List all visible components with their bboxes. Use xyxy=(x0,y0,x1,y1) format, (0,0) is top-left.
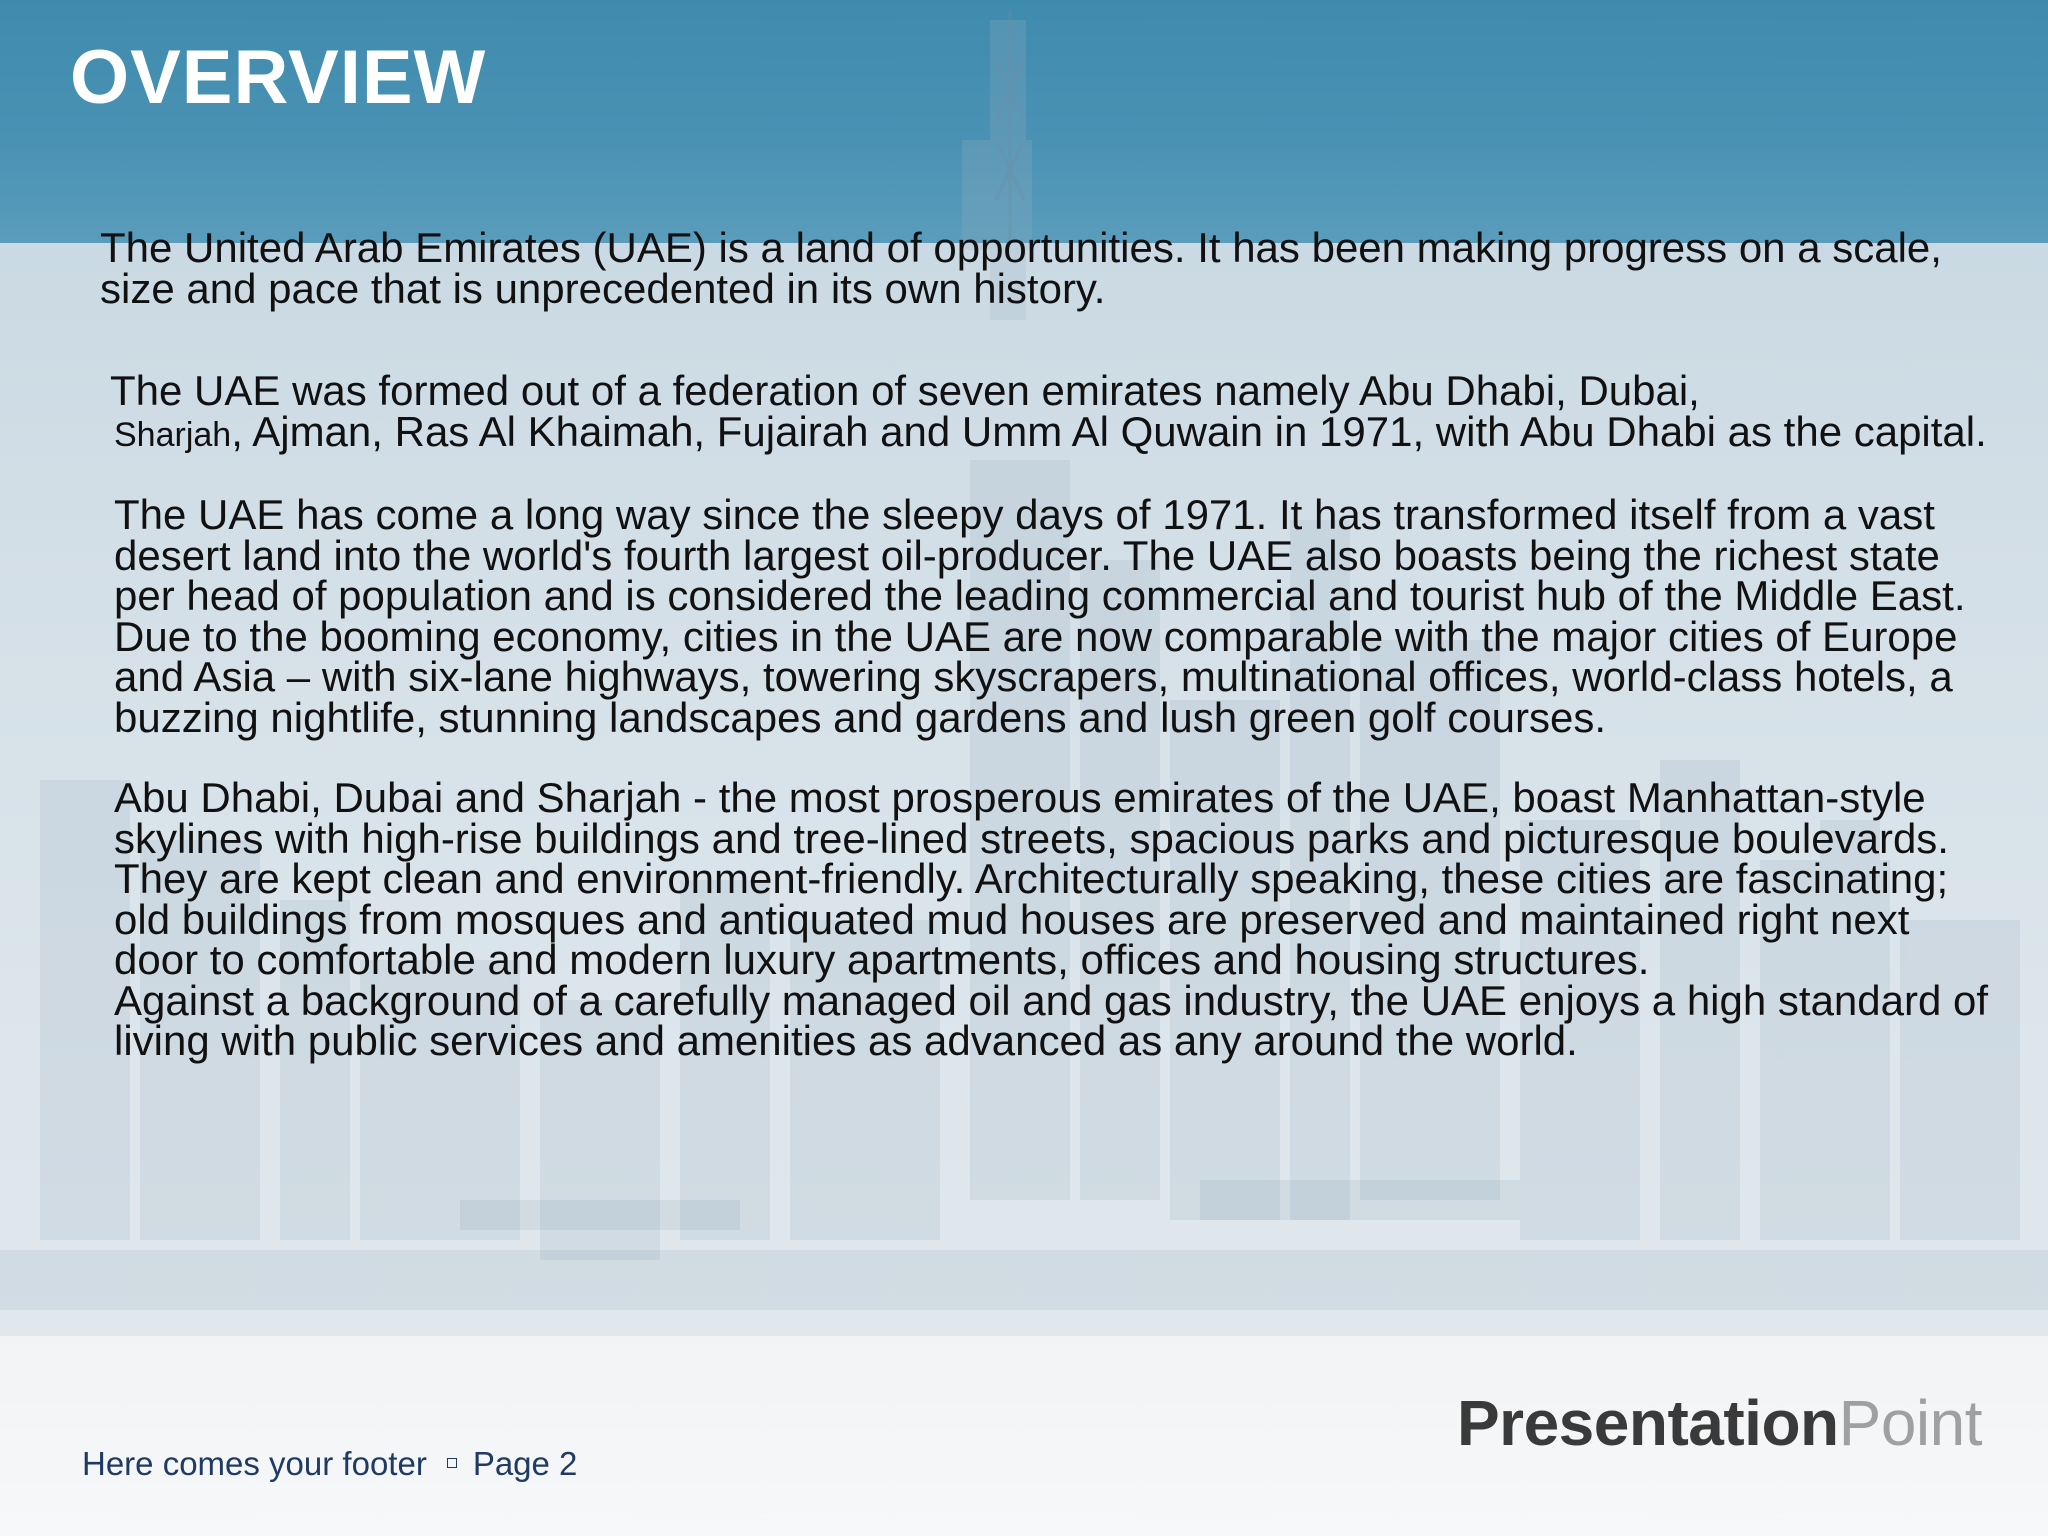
federation-remaining-text: , Ajman, Ras Al Khaimah, Fujairah and Umm Al Quwain in 1971, with Abu Dhabi as the capital. xyxy=(231,407,1987,455)
sharjah-text: Sharjah xyxy=(114,415,232,454)
logo-light-text: Point xyxy=(1838,1387,1982,1459)
footer-separator-icon xyxy=(447,1458,457,1468)
logo-bold-text: Presentation xyxy=(1456,1387,1839,1459)
paragraph-intro: The United Arab Emirates (UAE) is a land of opportunities. It has been making progress on a scale, size and pace that is unprecedented in its own history. xyxy=(100,224,1942,312)
footer-text: Here comes your footer xyxy=(82,1445,427,1482)
paragraph-standard-of-living: Against a background of a carefully managed oil and gas industry, the UAE enjoys a high standard of living with public services and amenities as advanced as any around the world. xyxy=(114,976,1989,1064)
footer xyxy=(82,1445,577,1483)
paragraph-transformation: The UAE has come a long way since the sleepy days of 1971. It has transformed itself from a vast desert land into the world's fourth largest oil-producer. The UAE also boasts being the richest state per head of population and is considered the leading commercial and tourist hub of the Middle East. Due to the booming economy, cities in the UAE are now comparable with the major cities of Europe and Asia – with six-lane highways, towering skyscrapers, multinational offices, world-class hotels, a buzzing nightlife, stunning landscapes and gardens and lush green golf courses. xyxy=(114,491,1966,741)
federation-rest xyxy=(114,407,1996,456)
federation-line-1: The UAE was formed out of a federation of seven emirates namely Abu Dhabi, Dubai, xyxy=(110,367,1700,414)
slide-title: OVERVIEW xyxy=(70,35,487,120)
paragraph-federation xyxy=(110,367,1996,455)
slide-body xyxy=(96,224,1996,1064)
paragraph-cities: Abu Dhabi, Dubai and Sharjah - the most prosperous emirates of the UAE, boast Manhattan-style skylines with high-rise buildings and tree-lined streets, spacious parks and picturesque boulevards. They are kept clean and environment-friendly. Architecturally speaking, these cities are fascinating; old buildings from mosques and antiquated mud houses are preserved and maintained right next door to comfortable and modern luxury apartments, offices and housing structures. xyxy=(114,774,1949,983)
page-number: Page 2 xyxy=(472,1445,578,1482)
presentationpoint-logo xyxy=(1457,1386,1982,1460)
